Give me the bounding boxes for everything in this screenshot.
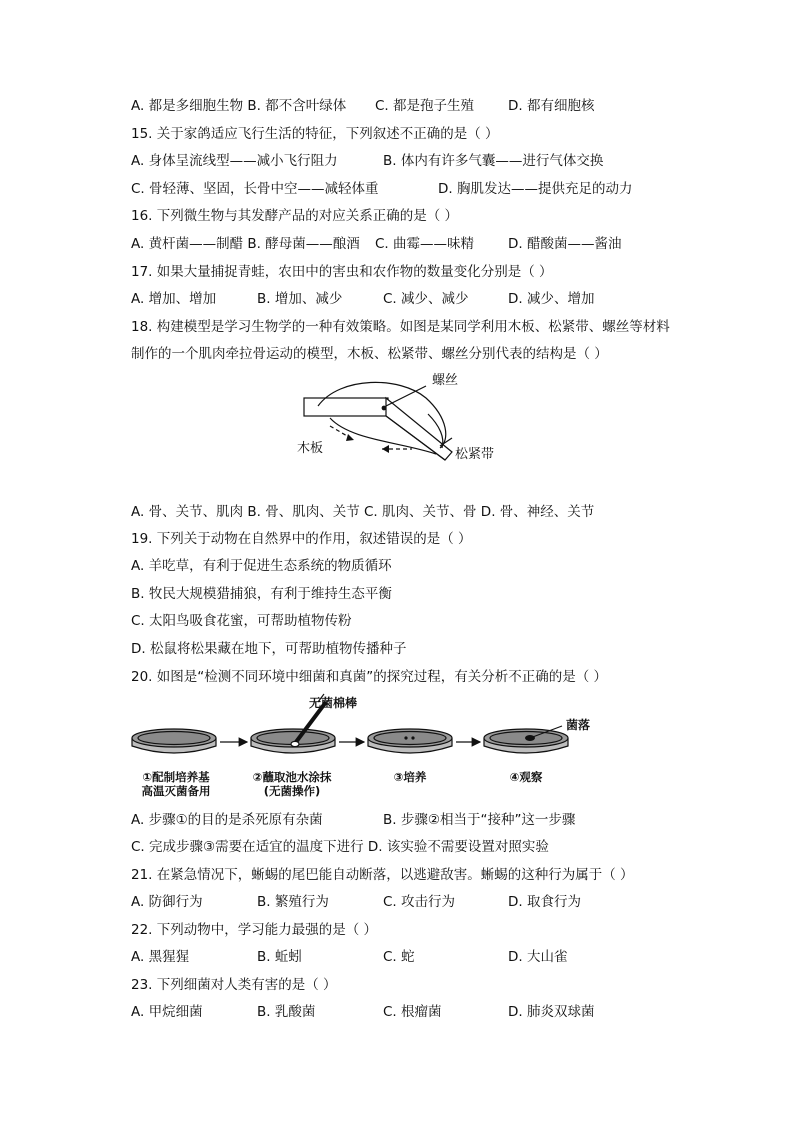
step4-label: ④观察 [509, 770, 543, 784]
q21-stem: 21. 在紧急情况下，蜥蜴的尾巴能自动断落，以逃避敌害。蜥蜴的这种行为属于（ ） [131, 867, 634, 883]
q18-options: A. 骨、关节、肌肉 B. 骨、肌肉、关节 C. 肌肉、关节、骨 D. 骨、神经、关节 [131, 504, 595, 520]
q17-option-a: A. 增加、增加 [131, 291, 217, 307]
q20-stem: 20. 如图是“检测不同环境中细菌和真菌”的探究过程，有关分析不正确的是（ ） [131, 669, 608, 685]
q23-stem: 23. 下列细菌对人类有害的是（ ） [131, 977, 337, 993]
q21-option-d: D. 取食行为 [508, 894, 581, 910]
q15-option-d: D. 胸肌发达——提供充足的动力 [438, 181, 633, 197]
q15-option-b: B. 体内有许多气囊——进行气体交换 [383, 153, 604, 169]
q19-option-d: D. 松鼠将松果藏在地下，可帮助植物传播种子 [131, 641, 407, 657]
q15-option-a: A. 身体呈流线型——减小飞行阻力 [131, 153, 338, 169]
step2-label [244, 770, 340, 798]
q14-option-c: C. 都是孢子生殖 [375, 98, 475, 114]
q17-option-b: B. 增加、减少 [257, 291, 343, 307]
label-screw: 螺丝 [432, 373, 459, 388]
q23-option-d: D. 肺炎双球菌 [508, 1004, 595, 1020]
label-board: 木板 [297, 441, 324, 456]
label-colony: 菌落 [566, 718, 591, 732]
q16-option-c: C. 曲霉——味精 [375, 236, 475, 252]
q16-option-ab: A. 黄杆菌——制醋 B. 酵母菌——酿酒 [131, 236, 360, 252]
q15-stem: 15. 关于家鸽适应飞行生活的特征，下列叙述不正确的是（ ） [131, 126, 499, 142]
q17-stem: 17. 如果大量捕捉青蛙，农田中的害虫和农作物的数量变化分别是（ ） [131, 264, 553, 280]
step1-line1: ①配制培养基 [142, 770, 210, 784]
q23-option-c: C. 根瘤菌 [383, 1004, 442, 1020]
q17-option-c: C. 减少、减少 [383, 291, 469, 307]
step2-line1: ②蘸取池水涂抹 [252, 770, 332, 784]
q19-option-b: B. 牧民大规模猎捕狼，有利于维持生态平衡 [131, 586, 392, 602]
step3-label: ③培养 [393, 770, 427, 784]
q23-option-a: A. 甲烷细菌 [131, 1004, 203, 1020]
q20-experiment-figure [130, 690, 610, 770]
q19-option-c: C. 太阳鸟吸食花蜜，可帮助植物传粉 [131, 613, 352, 629]
q21-option-c: C. 攻击行为 [383, 894, 456, 910]
q16-stem: 16. 下列微生物与其发酵产品的对应关系正确的是（ ） [131, 208, 459, 224]
q14-option-d: D. 都有细胞核 [508, 98, 595, 114]
q21-option-a: A. 防御行为 [131, 894, 203, 910]
label-sterile-swab: 无菌棉棒 [309, 696, 358, 710]
step1-line2: 高温灭菌备用 [141, 784, 211, 798]
q18-stem-line2: 制作的一个肌肉牵拉骨运动的模型，木板、松紧带、螺丝分别代表的结构是（ ） [131, 346, 608, 362]
q18-stem-line1: 18. 构建模型是学习生物学的一种有效策略。如图是某同学利用木板、松紧带、螺丝等材料 [131, 319, 670, 335]
q22-option-a: A. 黑猩猩 [131, 949, 190, 965]
q23-option-b: B. 乳酸菌 [257, 1004, 316, 1020]
q19-stem: 19. 下列关于动物在自然界中的作用，叙述错误的是（ ） [131, 531, 472, 547]
q22-stem: 22. 下列动物中，学习能力最强的是（ ） [131, 922, 378, 938]
q14-option-ab: A. 都是多细胞生物 B. 都不含叶绿体 [131, 98, 347, 114]
q20-option-a: A. 步骤①的目的是杀死原有杂菌 [131, 812, 323, 828]
label-band: 松紧带 [455, 447, 495, 462]
q22-option-b: B. 蚯蚓 [257, 949, 302, 965]
q22-option-c: C. 蛇 [383, 949, 415, 965]
q17-option-d: D. 减少、增加 [508, 291, 595, 307]
step2-line2: (无菌操作) [263, 784, 321, 798]
q20-option-b: B. 步骤②相当于“接种”这一步骤 [383, 812, 576, 828]
q20-option-cd: C. 完成步骤③需要在适宜的温度下进行 D. 该实验不需要设置对照实验 [131, 839, 549, 855]
q16-option-d: D. 醋酸菌——酱油 [508, 236, 622, 252]
q21-option-b: B. 繁殖行为 [257, 894, 329, 910]
step1-label [130, 770, 222, 798]
q15-option-c: C. 骨轻薄、坚固，长骨中空——减轻体重 [131, 181, 379, 197]
q19-option-a: A. 羊吃草，有利于促进生态系统的物质循环 [131, 558, 392, 574]
q22-option-d: D. 大山雀 [508, 949, 568, 965]
